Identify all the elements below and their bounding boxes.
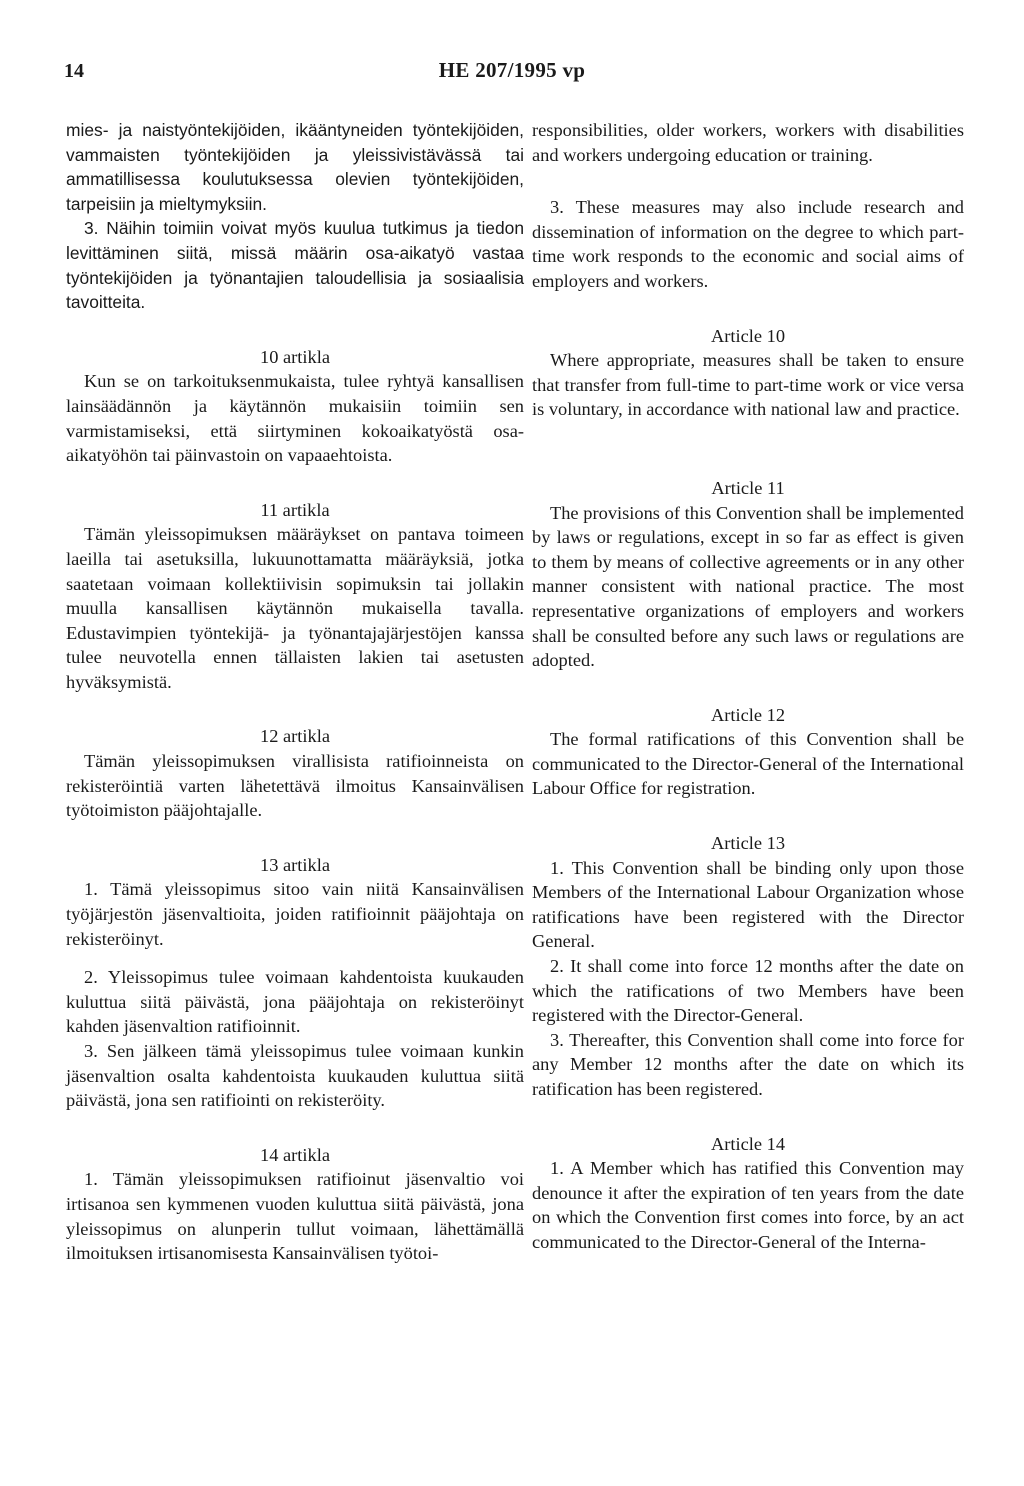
fi-article-13-heading: 13 artikla — [260, 854, 330, 875]
page-number: 14 — [64, 60, 84, 82]
fi-article-12-text: Tämän yleissopimuksen virallisista ratifioinneista on rekisteröintiä varten lähetettävä ilmoitus Kansainvälisen työtoimiston pääjohtajalle. — [66, 751, 524, 821]
en-article-11-text: The provisions of this Convention shall be implemented by laws or regulations, except in so far as effect is given to them by means of collective agreements or in any other manner consistent with national practice. The most representative organizations of employers and workers shall be consulted before any such laws or regulations are adopted. — [532, 502, 964, 671]
en-article-10-heading: Article 10 — [710, 325, 786, 346]
page-header: HE 207/1995 vp — [438, 58, 586, 82]
en-article-10-text: Where appropriate, measures shall be taken to ensure that transfer from full-time to part-time work or vice versa is voluntary, in accordance with national law and practice. — [532, 350, 964, 420]
fi-intro-end: mies- ja naistyöntekijöiden, ikääntyneiden työntekijöiden, vammaisten työntekijöiden ja yleissivistävässä tai ammatillisessa koulutuksessa olevien työntekijöiden, tarpeisiin ja mieltymyksiin. — [66, 120, 524, 214]
en-article-13-para-2: 2. It shall come into force 12 months after the date on which the ratifications of two Members have been registered with the Director-General. — [532, 956, 964, 1026]
en-article-13-para-3: 3. Thereafter, this Convention shall come into force for any Member 12 months after the date on which its ratification has been registered. — [532, 1029, 964, 1099]
fi-article-10-heading: 10 artikla — [260, 346, 330, 367]
en-article-12-text: The formal ratifications of this Convention shall be communicated to the Director-General of the International Labour Office for registration. — [532, 729, 964, 799]
en-article-12-heading: Article 12 — [710, 704, 786, 725]
english-column — [532, 118, 964, 1255]
fi-article-11-heading: 11 artikla — [260, 499, 330, 520]
fi-para-3: 3. Näihin toimiin voivat myös kuulua tutkimus ja tiedon levittäminen siitä, missä määrin osa-aikatyö vastaa työntekijöiden ja työnantajien taloudellisia ja sosiaalisia tavoitteita. — [66, 218, 524, 313]
fi-article-14-heading: 14 artikla — [260, 1144, 330, 1165]
fi-article-10-text: Kun se on tarkoituksenmukaista, tulee ryhtyä kansallisen lainsäädännön ja käytännön mukaisiin toimiin sen varmistamiseksi, että siirtyminen kokoaikatyöstä osa-aikatyöhön tai päinvastoin on vapaaehtoista. — [66, 371, 524, 466]
en-para-3: 3. These measures may also include research and dissemination of information on the degree to which part-time work responds to the economic and social aims of employers and workers. — [532, 197, 964, 291]
fi-article-14-para-1: 1. Tämän yleissopimuksen ratifioinut jäsenvaltio voi irtisanoa sen kymmenen vuoden kuluttua siitä päivästä, jona yleissopimus on alunperin tullut voimaan, lähettämällä ilmoituksen irtisanomisesta Kansainvälisen työtoi- — [66, 1169, 524, 1264]
fi-article-12-heading: 12 artikla — [260, 726, 330, 747]
en-article-14-para-1: 1. A Member which has ratified this Convention may denounce it after the expiration of ten years from the date on which the Convention first comes into force, by an act communicated to the Director-General of the Interna- — [532, 1158, 964, 1252]
fi-article-13-para-2: 2. Yleissopimus tulee voimaan kahdentoista kuukauden kuluttua siitä päivästä, jona pääjohtaja on rekisteröinyt kahden jäsenvaltion ratifioinnit. — [66, 967, 524, 1037]
en-article-11-heading: Article 11 — [711, 477, 785, 498]
fi-article-13-para-3: 3. Sen jälkeen tämä yleissopimus tulee voimaan kunkin jäsenvaltion osalta kahdentoista kuukauden kuluttua siitä päivästä, jona sen ratifiointi on rekisteröity. — [66, 1041, 524, 1111]
en-article-14-heading: Article 14 — [710, 1133, 786, 1154]
en-intro-end: responsibilities, older workers, workers with disabilities and workers undergoing education or training. — [532, 120, 964, 165]
fi-article-11-text: Tämän yleissopimuksen määräykset on pantava toimeen laeilla tai asetuksilla, lukuunottamatta määräyksiä, jotka saatetaan voimaan kollektiivisin sopimuksin tai jollakin muulla kansallisen käytännön mukaisella tavalla. Edustavimpien työntekijä- ja työnantajajärjestöjen kanssa tulee neuvotella ennen tällaisten lakien tai asetusten hyväksymistä. — [66, 524, 524, 692]
en-article-13-para-1: 1. This Convention shall be binding only upon those Members of the International Labour Organization whose ratifications have been registered with the Director General. — [532, 857, 964, 952]
fi-article-13-para-1: 1. Tämä yleissopimus sitoo vain niitä Kansainvälisen työjärjestön jäsenvaltioita, joiden ratifioinnit pääjohtaja on rekisteröinyt. — [66, 879, 524, 949]
finnish-column — [66, 118, 524, 1266]
en-article-13-heading: Article 13 — [710, 833, 786, 854]
